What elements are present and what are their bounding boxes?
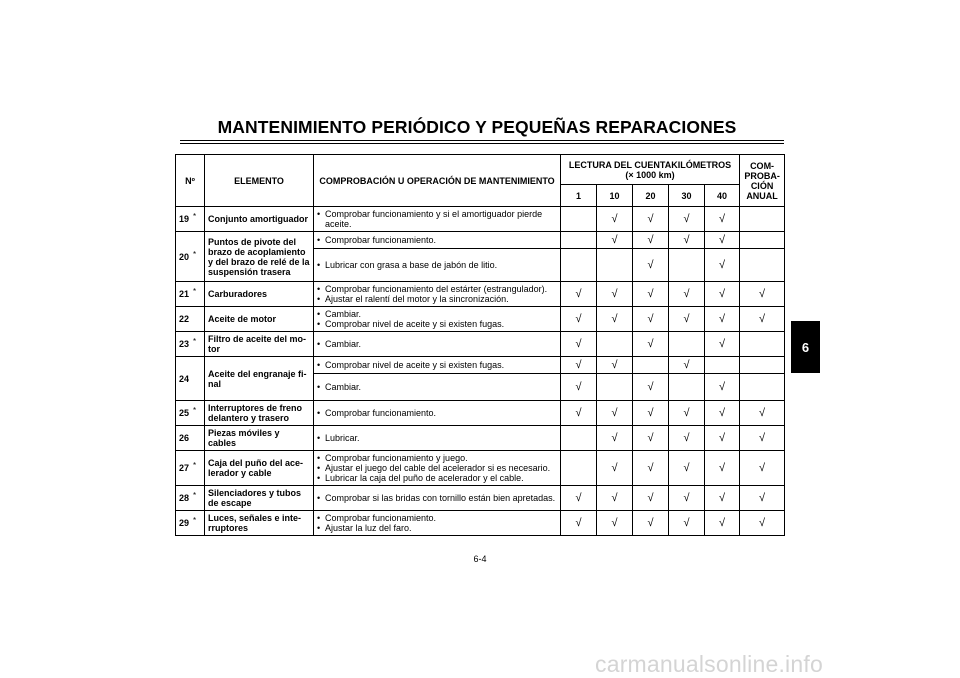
asterisk-mark: * xyxy=(193,249,197,259)
row-number-cell xyxy=(176,401,205,426)
interval-check-cell: √ xyxy=(597,307,633,332)
table-row xyxy=(176,282,785,307)
operation-line xyxy=(317,473,557,483)
operation-line xyxy=(317,453,557,463)
bullet: • xyxy=(317,309,321,319)
interval-check-cell: √ xyxy=(597,357,633,374)
annual-check-cell xyxy=(740,374,785,401)
interval-check-cell: √ xyxy=(705,401,740,426)
interval-check-cell: √ xyxy=(705,282,740,307)
interval-check-cell: √ xyxy=(669,401,705,426)
header-km: 1 xyxy=(561,185,597,207)
operation-line xyxy=(317,284,557,294)
operation-line xyxy=(317,294,557,304)
interval-check-cell: √ xyxy=(561,374,597,401)
operation-text: Comprobar funcionamiento y si el amortiguador pierde aceite. xyxy=(325,209,543,229)
annual-check-cell: √ xyxy=(740,511,785,536)
bullet: • xyxy=(317,463,321,473)
interval-check-cell: √ xyxy=(705,232,740,249)
operation-text: Comprobar funcionamiento y juego. xyxy=(325,453,468,463)
asterisk-mark: * xyxy=(193,516,197,525)
operation-cell xyxy=(314,374,561,401)
bullet: • xyxy=(317,408,321,418)
interval-check-cell xyxy=(561,426,597,451)
element-name: Piezas móviles y cables xyxy=(205,426,314,451)
interval-check-cell: √ xyxy=(561,282,597,307)
row-number-cell xyxy=(176,451,205,486)
operation-text: Lubricar la caja del puño de acelerador y el cable. xyxy=(325,473,524,483)
operation-cell xyxy=(314,451,561,486)
operation-line xyxy=(317,319,557,329)
asterisk-mark: * xyxy=(193,406,197,415)
row-number-cell xyxy=(176,232,205,282)
annual-check-cell: √ xyxy=(740,426,785,451)
header-annual: COM-PROBA-CIÓN ANUAL xyxy=(740,155,785,207)
table-row xyxy=(176,232,785,249)
annual-check-cell: √ xyxy=(740,307,785,332)
title-rule xyxy=(180,140,784,144)
operation-cell xyxy=(314,357,561,374)
interval-check-cell: √ xyxy=(561,332,597,357)
operation-line xyxy=(317,433,557,443)
row-number: 25 xyxy=(179,408,190,418)
element-name: Conjunto amortiguador xyxy=(205,207,314,232)
interval-check-cell: √ xyxy=(705,249,740,282)
header-km: 20 xyxy=(633,185,669,207)
bullet: • xyxy=(317,493,321,503)
row-number-cell xyxy=(176,357,205,401)
operation-cell xyxy=(314,511,561,536)
row-number: 24 xyxy=(179,373,190,384)
interval-check-cell: √ xyxy=(705,511,740,536)
bullet: • xyxy=(317,319,321,329)
bullet: • xyxy=(317,209,321,219)
interval-check-cell: √ xyxy=(669,232,705,249)
operation-line xyxy=(317,382,557,392)
interval-check-cell: √ xyxy=(561,307,597,332)
interval-check-cell: √ xyxy=(669,282,705,307)
operation-cell xyxy=(314,332,561,357)
interval-check-cell: √ xyxy=(669,307,705,332)
operation-cell xyxy=(314,249,561,282)
interval-check-cell: √ xyxy=(705,207,740,232)
interval-check-cell: √ xyxy=(633,307,669,332)
interval-check-cell: √ xyxy=(669,426,705,451)
row-number: 20 xyxy=(179,251,190,262)
element-name: Filtro de aceite del mo-tor xyxy=(205,332,314,357)
asterisk-mark: * xyxy=(193,337,197,346)
operation-text: Comprobar funcionamiento. xyxy=(325,513,437,523)
header-km: 10 xyxy=(597,185,633,207)
interval-check-cell xyxy=(561,451,597,486)
row-number-cell xyxy=(176,511,205,536)
interval-check-cell: √ xyxy=(633,374,669,401)
bullet: • xyxy=(317,453,321,463)
operation-text: Cambiar. xyxy=(325,309,362,319)
row-number: 21 xyxy=(179,289,190,299)
element-name: Aceite del engranaje fi-nal xyxy=(205,357,314,401)
table-row xyxy=(176,401,785,426)
operation-line xyxy=(317,513,557,523)
interval-check-cell: √ xyxy=(705,332,740,357)
table-row xyxy=(176,207,785,232)
interval-check-cell xyxy=(597,374,633,401)
interval-check-cell: √ xyxy=(669,511,705,536)
interval-check-cell: √ xyxy=(633,451,669,486)
interval-check-cell: √ xyxy=(561,401,597,426)
interval-check-cell: √ xyxy=(705,426,740,451)
interval-check-cell: √ xyxy=(705,374,740,401)
row-number-cell xyxy=(176,332,205,357)
interval-check-cell: √ xyxy=(633,486,669,511)
chapter-tab[interactable] xyxy=(791,321,820,373)
interval-check-cell xyxy=(669,374,705,401)
row-number: 19 xyxy=(179,214,190,224)
table-row xyxy=(176,307,785,332)
asterisk-mark: * xyxy=(193,212,197,221)
interval-check-cell: √ xyxy=(669,207,705,232)
interval-check-cell: √ xyxy=(633,249,669,282)
operation-cell xyxy=(314,401,561,426)
chapter-tab-label: 6 xyxy=(801,339,810,355)
watermark: carmanualsonline.info xyxy=(595,651,823,677)
annual-check-cell: √ xyxy=(740,282,785,307)
header-km: 30 xyxy=(669,185,705,207)
operation-text: Lubricar. xyxy=(325,433,360,443)
bullet: • xyxy=(317,473,321,483)
interval-check-cell: √ xyxy=(705,486,740,511)
interval-check-cell: √ xyxy=(633,207,669,232)
element-name: Carburadores xyxy=(205,282,314,307)
interval-check-cell: √ xyxy=(597,486,633,511)
header-element: ELEMENTO xyxy=(205,155,314,207)
operation-line xyxy=(317,339,557,349)
header-km: 40 xyxy=(705,185,740,207)
annual-check-cell: √ xyxy=(740,401,785,426)
operation-line xyxy=(317,309,557,319)
interval-check-cell xyxy=(561,232,597,249)
table-row xyxy=(176,511,785,536)
header-no: Nº xyxy=(176,155,205,207)
operation-cell xyxy=(314,486,561,511)
interval-check-cell: √ xyxy=(561,486,597,511)
table-row xyxy=(176,357,785,374)
interval-check-cell xyxy=(705,357,740,374)
interval-check-cell: √ xyxy=(705,451,740,486)
interval-check-cell: √ xyxy=(669,486,705,511)
row-number-cell xyxy=(176,486,205,511)
operation-text: Comprobar si las bridas con tornillo están bien apretadas. xyxy=(325,493,556,503)
interval-check-cell: √ xyxy=(633,426,669,451)
header-operation: COMPROBACIÓN U OPERACIÓN DE MANTENIMIENTO xyxy=(314,155,561,207)
header-odometer xyxy=(561,155,740,185)
interval-check-cell xyxy=(561,207,597,232)
row-number: 22 xyxy=(179,314,190,324)
interval-check-cell xyxy=(597,249,633,282)
bullet: • xyxy=(317,339,321,349)
interval-check-cell: √ xyxy=(597,207,633,232)
operation-line xyxy=(317,463,557,473)
page-title: MANTENIMIENTO PERIÓDICO Y PEQUEÑAS REPARACIONES xyxy=(217,117,737,137)
interval-check-cell xyxy=(669,332,705,357)
operation-cell xyxy=(314,282,561,307)
row-number: 28 xyxy=(179,493,190,503)
bullet: • xyxy=(317,235,321,245)
asterisk-mark: * xyxy=(193,491,197,500)
interval-check-cell: √ xyxy=(561,357,597,374)
operation-cell xyxy=(314,307,561,332)
interval-check-cell xyxy=(597,332,633,357)
interval-check-cell: √ xyxy=(633,282,669,307)
interval-check-cell: √ xyxy=(597,282,633,307)
bullet: • xyxy=(317,523,321,533)
row-number: 27 xyxy=(179,463,190,473)
table-row xyxy=(176,332,785,357)
interval-check-cell: √ xyxy=(633,511,669,536)
annual-check-cell: √ xyxy=(740,451,785,486)
asterisk-mark: * xyxy=(193,461,197,470)
operation-text: Cambiar. xyxy=(325,382,362,392)
bullet: • xyxy=(317,260,321,270)
interval-check-cell: √ xyxy=(597,451,633,486)
interval-check-cell: √ xyxy=(597,511,633,536)
row-number-cell xyxy=(176,307,205,332)
interval-check-cell: √ xyxy=(669,357,705,374)
operation-text: Comprobar nivel de aceite y si existen fugas. xyxy=(325,360,505,370)
interval-check-cell: √ xyxy=(597,426,633,451)
annual-check-cell xyxy=(740,232,785,249)
row-number-cell xyxy=(176,426,205,451)
interval-check-cell: √ xyxy=(633,332,669,357)
bullet: • xyxy=(317,513,321,523)
table-row xyxy=(176,451,785,486)
operation-line xyxy=(317,260,557,270)
interval-check-cell: √ xyxy=(633,232,669,249)
element-name: Luces, señales e inte-rruptores xyxy=(205,511,314,536)
interval-check-cell: √ xyxy=(597,232,633,249)
maintenance-table xyxy=(175,154,785,536)
element-name: Silenciadores y tubos de escape xyxy=(205,486,314,511)
asterisk-mark: * xyxy=(193,287,197,296)
interval-check-cell: √ xyxy=(705,307,740,332)
operation-line xyxy=(317,360,557,370)
element-name: Interruptores de freno delantero y trasero xyxy=(205,401,314,426)
interval-check-cell: √ xyxy=(561,511,597,536)
operation-line xyxy=(317,493,557,503)
operation-cell xyxy=(314,426,561,451)
annual-check-cell xyxy=(740,249,785,282)
operation-text: Comprobar funcionamiento del estárter (estrangulador). xyxy=(325,284,548,294)
operation-text: Comprobar nivel de aceite y si existen fugas. xyxy=(325,319,505,329)
operation-line xyxy=(317,523,557,533)
header-odometer-unit: (× 1000 km) xyxy=(625,169,675,180)
page-number: 6-4 xyxy=(473,554,487,564)
annual-check-cell xyxy=(740,207,785,232)
row-number: 29 xyxy=(179,518,190,528)
bullet: • xyxy=(317,294,321,304)
interval-check-cell xyxy=(633,357,669,374)
interval-check-cell: √ xyxy=(633,401,669,426)
interval-check-cell: √ xyxy=(669,451,705,486)
bullet: • xyxy=(317,284,321,294)
maintenance-table-body xyxy=(176,207,785,536)
row-number: 23 xyxy=(179,339,190,349)
operation-text: Ajustar el juego del cable del acelerador si es necesario. xyxy=(325,463,551,473)
operation-text: Lubricar con grasa a base de jabón de litio. xyxy=(325,260,498,270)
interval-check-cell: √ xyxy=(597,401,633,426)
operation-text: Comprobar funcionamiento. xyxy=(325,235,437,245)
operation-line xyxy=(317,235,557,245)
element-name: Caja del puño del ace-lerador y cable xyxy=(205,451,314,486)
operation-text: Cambiar. xyxy=(325,339,362,349)
operation-line xyxy=(317,408,557,418)
element-name: Puntos de pivote del brazo de acoplamiento y del brazo de relé de la suspensión trasera xyxy=(205,232,314,282)
operation-text: Ajustar el ralentí del motor y la sincronización. xyxy=(325,294,509,304)
bullet: • xyxy=(317,360,321,370)
operation-cell xyxy=(314,207,561,232)
operation-text: Ajustar la luz del faro. xyxy=(325,523,412,533)
table-row xyxy=(176,486,785,511)
annual-check-cell xyxy=(740,357,785,374)
table-row xyxy=(176,426,785,451)
interval-check-cell xyxy=(561,249,597,282)
operation-line xyxy=(317,209,557,229)
element-name: Aceite de motor xyxy=(205,307,314,332)
header-odometer-label: LECTURA DEL CUENTAKILÓMETROS xyxy=(568,159,732,170)
row-number-cell xyxy=(176,207,205,232)
row-number-cell xyxy=(176,282,205,307)
annual-check-cell: √ xyxy=(740,486,785,511)
operation-cell xyxy=(314,232,561,249)
operation-text: Comprobar funcionamiento. xyxy=(325,408,437,418)
bullet: • xyxy=(317,382,321,392)
bullet: • xyxy=(317,433,321,443)
interval-check-cell xyxy=(669,249,705,282)
row-number: 26 xyxy=(179,433,190,443)
annual-check-cell xyxy=(740,332,785,357)
